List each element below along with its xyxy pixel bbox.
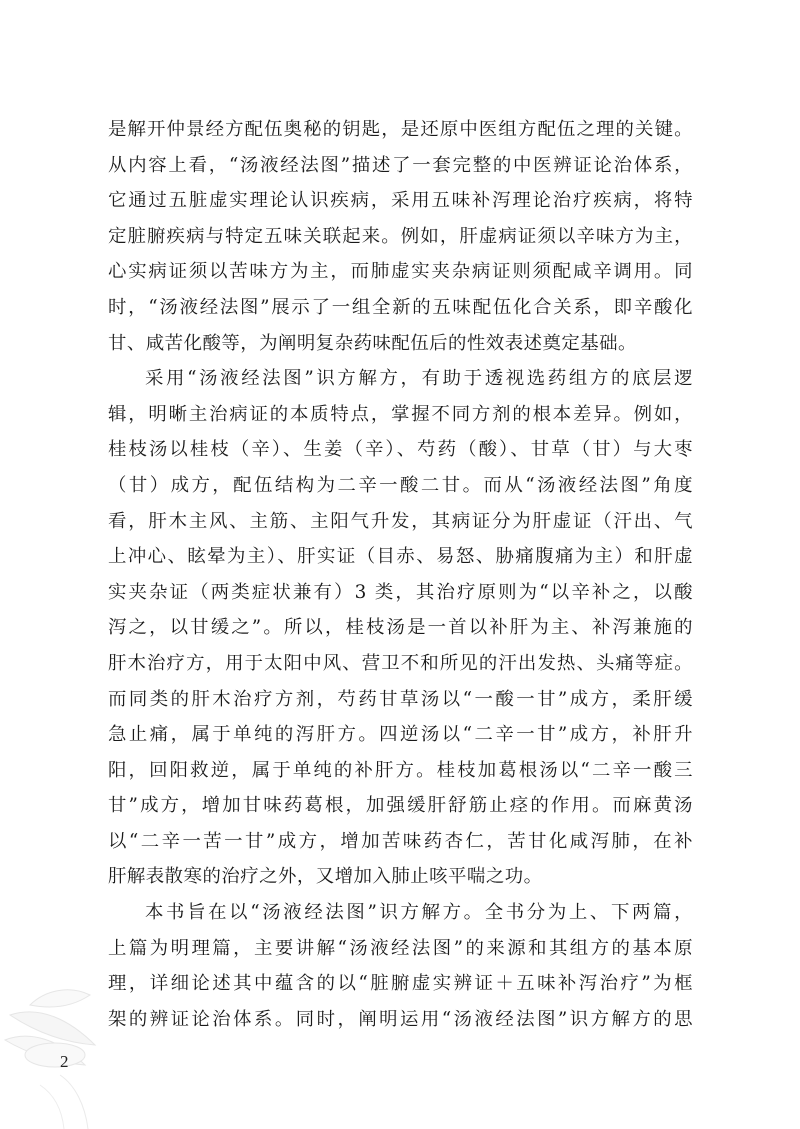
text-line: 以“二辛一苦一甘”成方，增加苦味药杏仁，苦甘化咸泻肺，在补 <box>108 830 693 852</box>
text-line: 辑，明晰主治病证的本质特点，掌握不同方剂的根本差异。例如， <box>108 403 693 425</box>
paragraph <box>108 361 693 895</box>
text-line: 实夹杂证（两类症状兼有）3 类，其治疗原则为“以辛补之，以酸 <box>108 581 693 603</box>
text-line: 肝解表散寒的治疗之外，又增加入肺止咳平喘之功。 <box>108 866 543 888</box>
text-line: 上冲心、眩晕为主）、肝实证（目赤、易怒、胁痛腹痛为主）和肝虚 <box>108 546 693 568</box>
page-number: 2 <box>60 1052 69 1071</box>
text-line: 泻之，以甘缓之”。所以，桂枝汤是一首以补肝为主、补泻兼施的 <box>108 617 693 639</box>
text-line: 理，详细论述其中蕴含的以“脏腑虚实辨证＋五味补泻治疗”为框 <box>108 973 693 995</box>
body-text <box>108 112 693 1037</box>
text-line: 甘、咸苦化酸等，为阐明复杂药味配伍后的性效表述奠定基础。 <box>108 332 637 354</box>
text-line: 急止痛，属于单纯的泻肝方。四逆汤以“二辛一甘”成方，补肝升 <box>108 724 693 746</box>
text-line: 架的辨证论治体系。同时，阐明运用“汤液经法图”识方解方的思 <box>108 1008 693 1030</box>
text-line: 本书旨在以“汤液经法图”识方解方。全书分为上、下两篇， <box>145 902 693 924</box>
text-line: 阳，回阳救逆，属于单纯的补肝方。桂枝加葛根汤以“二辛一酸三 <box>108 759 693 781</box>
text-line: （甘）成方，配伍结构为二辛一酸二甘。而从“汤液经法图”角度 <box>108 474 693 496</box>
paragraph <box>108 112 693 361</box>
text-line: 时，“汤液经法图”展示了一组全新的五味配伍化合关系，即辛酸化 <box>108 296 693 318</box>
text-line: 从内容上看，“汤液经法图”描述了一套完整的中医辨证论治体系， <box>108 154 693 176</box>
paragraph <box>108 895 693 1037</box>
text-line: 采用“汤液经法图”识方解方，有助于透视选药组方的底层逻 <box>145 368 693 390</box>
text-line: 而同类的肝木治疗方剂，芍药甘草汤以“一酸一甘”成方，柔肝缓 <box>108 688 693 710</box>
text-line: 上篇为明理篇，主要讲解“汤液经法图”的来源和其组方的基本原 <box>108 937 693 959</box>
text-line: 甘”成方，增加甘味药葛根，加强缓肝舒筋止痉的作用。而麻黄汤 <box>108 795 693 817</box>
text-line: 它通过五脏虚实理论认识疾病，采用五味补泻理论治疗疾病，将特 <box>108 190 693 212</box>
text-line: 桂枝汤以桂枝（辛）、生姜（辛）、芍药（酸）、甘草（甘）与大枣 <box>108 439 693 461</box>
text-line: 是解开仲景经方配伍奥秘的钥匙，是还原中医组方配伍之理的关键。 <box>108 119 693 140</box>
text-line: 心实病证须以苦味方为主，而肺虚实夹杂病证则须配咸辛调用。同 <box>108 261 693 283</box>
text-line: 看，肝木主风、主筋、主阳气升发，其病证分为肝虚证（汗出、气 <box>108 510 693 532</box>
text-line: 肝木治疗方，用于太阳中风、营卫不和所见的汗出发热、头痛等症。 <box>108 652 693 674</box>
text-line: 定脏腑疾病与特定五味关联起来。例如，肝虚病证须以辛味方为主， <box>108 225 693 247</box>
